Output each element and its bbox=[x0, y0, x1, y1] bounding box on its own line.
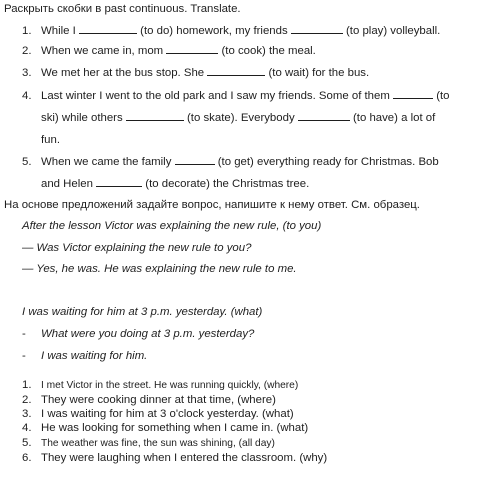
list-item: They were laughing when I entered the classroom. (why) bbox=[41, 452, 328, 464]
text-part: When we came in, mom bbox=[41, 45, 164, 57]
item-text bbox=[41, 155, 439, 169]
answer-blank bbox=[291, 24, 343, 34]
text-part: (to do) homework, my friends bbox=[140, 25, 288, 37]
list-item: They were cooking dinner at that time, (where) bbox=[41, 394, 276, 406]
item-number: 3. bbox=[22, 408, 32, 420]
text-part: and Helen bbox=[41, 178, 93, 190]
bullet-dash: - bbox=[22, 350, 26, 362]
example2-bullet: I was waiting for him. bbox=[41, 350, 148, 362]
text-part: (to skate). Everybody bbox=[187, 112, 295, 124]
text-part: We met her at the bus stop. She bbox=[41, 67, 205, 79]
item-number: 1. bbox=[22, 379, 32, 391]
list-item: The weather was fine, the sun was shining, (all day) bbox=[41, 438, 275, 449]
text-part: (to play) volleyball. bbox=[346, 25, 441, 37]
answer-blank bbox=[79, 24, 137, 34]
answer-blank bbox=[166, 44, 218, 54]
item-text bbox=[41, 89, 450, 103]
text-part: ski) while others bbox=[41, 112, 123, 124]
task1-heading: Раскрыть скобки в past continuous. Translate. bbox=[4, 3, 241, 15]
text-part: (to decorate) the Christmas tree. bbox=[145, 178, 310, 190]
text-part: (to bbox=[436, 90, 450, 102]
item-text bbox=[41, 44, 316, 58]
answer-blank bbox=[126, 111, 184, 121]
text-part: When we came the family bbox=[41, 156, 172, 168]
text-part: (to wait) for the bus. bbox=[268, 67, 370, 79]
list-item: He was looking for something when I came in. (what) bbox=[41, 422, 309, 434]
text-part: While I bbox=[41, 25, 76, 37]
item-number: 2. bbox=[22, 394, 32, 406]
item-text bbox=[41, 66, 369, 80]
answer-blank bbox=[298, 111, 350, 121]
bullet-dash: - bbox=[22, 328, 26, 340]
list-item: I was waiting for him at 3 o'clock yesterday. (what) bbox=[41, 408, 294, 420]
item-text-line2 bbox=[41, 111, 435, 125]
item-number: 6. bbox=[22, 452, 32, 464]
example2-line: I was waiting for him at 3 p.m. yesterday. (what) bbox=[22, 306, 263, 318]
text-part: (to have) a lot of bbox=[352, 112, 436, 124]
item-text-line3: fun. bbox=[41, 134, 60, 146]
text-part: (to cook) the meal. bbox=[221, 45, 316, 57]
example2-bullet: What were you doing at 3 p.m. yesterday? bbox=[41, 328, 255, 340]
example1-line3: — Yes, he was. He was explaining the new rule to me. bbox=[22, 263, 297, 275]
item-text bbox=[41, 24, 440, 38]
text-part: (to get) everything ready for Christmas. Bob bbox=[217, 156, 439, 168]
list-item: I met Victor in the street. He was running quickly, (where) bbox=[41, 380, 299, 391]
item-number: 1. bbox=[22, 25, 32, 37]
item-number: 3. bbox=[22, 67, 32, 79]
text-part: Last winter I went to the old park and I saw my friends. Some of them bbox=[41, 90, 390, 102]
answer-blank bbox=[96, 177, 142, 187]
item-number: 4. bbox=[22, 90, 32, 102]
item-number: 4. bbox=[22, 422, 32, 434]
item-number: 5. bbox=[22, 437, 32, 449]
item-text-line2 bbox=[41, 177, 309, 191]
task2-heading: На основе предложений задайте вопрос, напишите к нему ответ. См. образец. bbox=[4, 199, 420, 211]
answer-blank bbox=[175, 155, 215, 165]
answer-blank bbox=[393, 89, 433, 99]
item-number: 5. bbox=[22, 156, 32, 168]
answer-blank bbox=[207, 66, 265, 76]
example1-line1: After the lesson Victor was explaining the new rule, (to you) bbox=[22, 220, 322, 232]
example1-line2: — Was Victor explaining the new rule to you? bbox=[22, 242, 252, 254]
item-number: 2. bbox=[22, 45, 32, 57]
